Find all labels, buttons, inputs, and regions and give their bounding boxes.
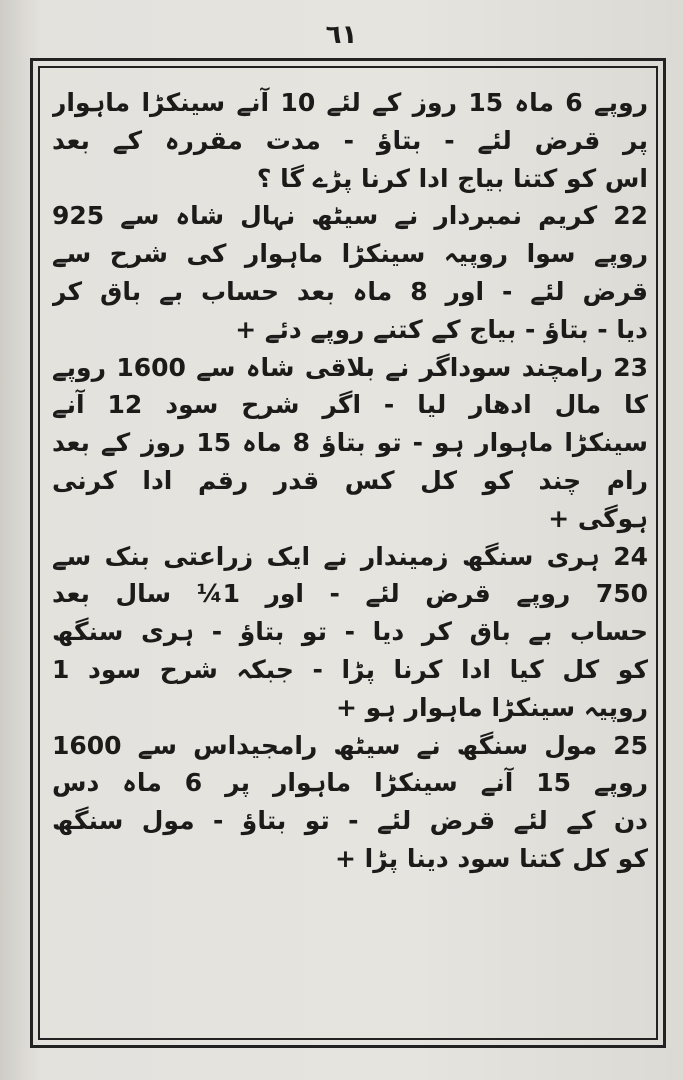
text-line: قرض لئے - اور 8 ماہ بعد حساب بے باق کر bbox=[52, 276, 648, 306]
text-line: اس کو کتنا بیاج ادا کرنا پڑے گا ؟ bbox=[256, 163, 648, 193]
text-line: کو کل کیا ادا کرنا پڑا - جبکہ شرح سود 1 bbox=[52, 654, 648, 684]
text-line: مول سنگھ نے سیٹھ رامجیداس سے 1600 bbox=[52, 730, 598, 760]
text-line: رام چند کو کل کس قدر رقم ادا کرنی bbox=[52, 465, 648, 495]
text-line: ہری سنگھ زمیندار نے ایک زراعتی بنک سے bbox=[52, 541, 600, 571]
text-line: روپے 6 ماہ 15 روز کے لئے 10 آنے سینکڑا ماہوار bbox=[52, 88, 648, 117]
page-content bbox=[52, 84, 648, 1030]
text-line: کو کل کتنا سود دینا پڑا + bbox=[335, 843, 648, 873]
problem-24-first-line bbox=[52, 538, 648, 576]
problem-number: 25 bbox=[613, 730, 648, 760]
text-line: 750 روپے قرض لئے - اور 1¼ سال بعد bbox=[52, 579, 648, 609]
problem-22-first-line bbox=[52, 197, 648, 235]
text-line: دن کے لئے قرض لئے - تو بتاؤ - مول سنگھ bbox=[52, 806, 648, 836]
problem-23-first-line bbox=[52, 349, 648, 387]
text-line: سینکڑا ماہوار ہو - تو بتاؤ 8 ماہ 15 روز کے بعد bbox=[52, 428, 648, 458]
text-line: ہوگی + bbox=[548, 503, 648, 533]
page-number: ٦١ bbox=[325, 20, 358, 50]
problem-number: 24 bbox=[613, 541, 648, 571]
text-line: پر قرض لئے - بتاؤ - مدت مقررہ کے بعد bbox=[52, 125, 648, 155]
text-line: رامچند سوداگر نے بلاقی شاہ سے 1600 روپے bbox=[52, 352, 603, 382]
text-line: کا مال ادھار لیا - اگر شرح سود 12 آنے bbox=[52, 390, 648, 420]
text-line: دیا - بتاؤ - بیاج کے کتنے روپے دئے + bbox=[235, 314, 648, 344]
text-line: روپے 15 آنے سینکڑا ماہوار پر 6 ماہ دس bbox=[52, 768, 648, 798]
text-line: روپے سوا روپیہ سینکڑا ماہوار کی شرح سے bbox=[52, 239, 648, 269]
text-line: روپیہ سینکڑا ماہوار ہو + bbox=[335, 692, 648, 722]
text-line: حساب بے باق کر دیا - تو بتاؤ - ہری سنگھ bbox=[52, 617, 648, 647]
problem-number: 22 bbox=[613, 201, 648, 231]
text-line: کریم نمبردار نے سیٹھ نہال شاہ سے 925 bbox=[52, 201, 598, 231]
problem-number: 23 bbox=[613, 352, 648, 382]
problem-25-first-line bbox=[52, 727, 648, 765]
